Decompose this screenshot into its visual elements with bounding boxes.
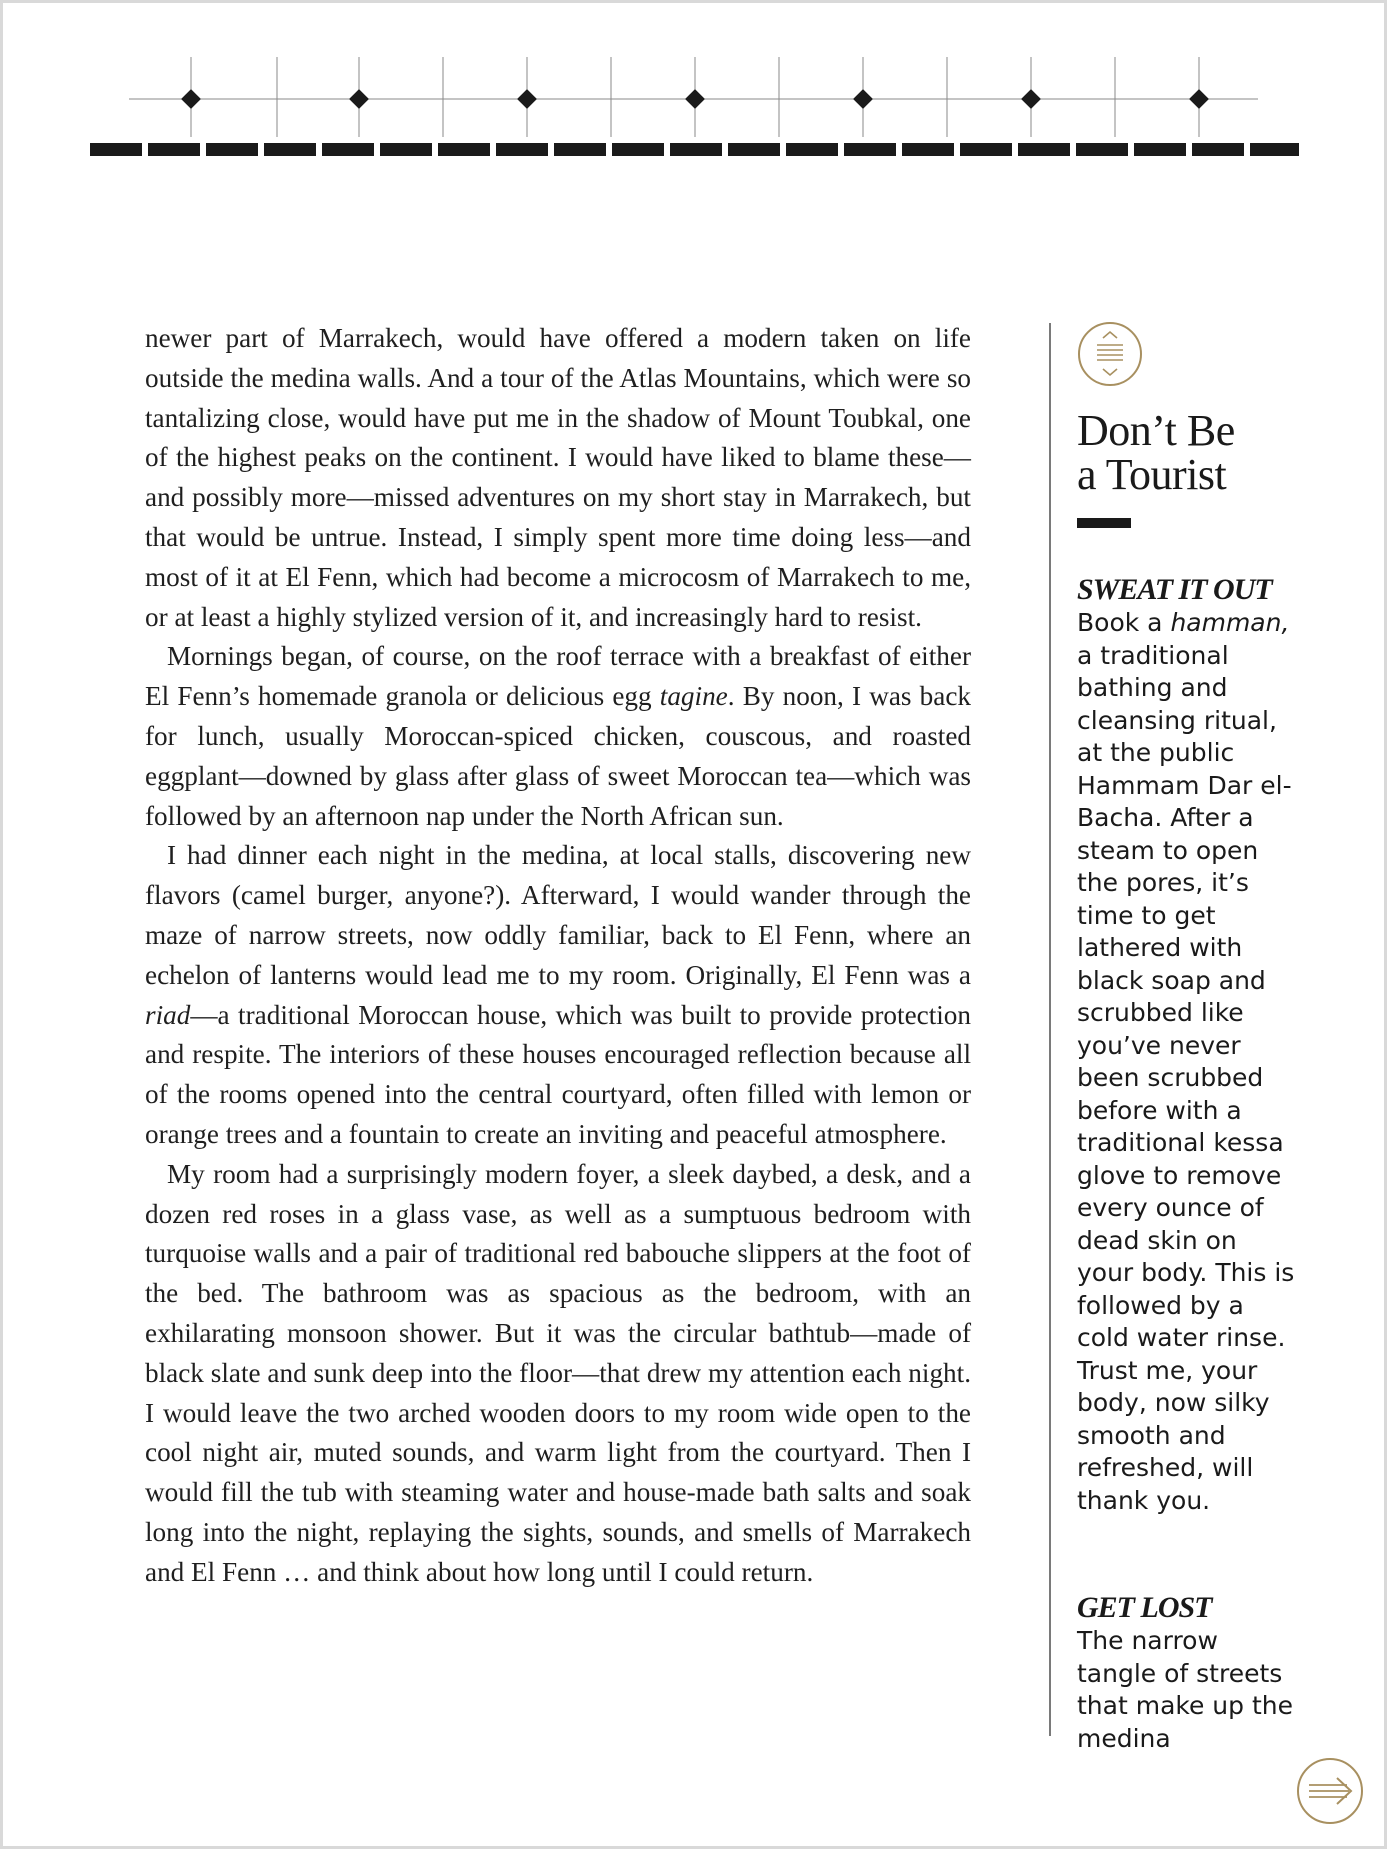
italic-term: riad xyxy=(145,999,191,1030)
italic-term: tagine xyxy=(659,681,728,712)
italic-term: hamman, xyxy=(1170,608,1290,637)
page xyxy=(3,3,1384,1846)
paragraph-text: I had dinner each night in the medina, at local stalls, discovering new flavors (camel burger, anyone?). Afterward, I would wander through the maze of narrow streets, now oddly familiar, back to El Fenn, where an echelon of lanterns would lead me to my room. Originally, El Fenn was a xyxy=(145,840,971,990)
tip-text: a traditional bathing and cleansing ritual, at the public Hammam Dar el-Bacha. After a steam to open the pores, it’s time to get lathered with black soap and scrubbed like you’ve never been scrubbed before with a traditional kessa glove to remove every ounce of dead skin on your body. This is followed by a cold water rinse. Trust me, your body, now silky smooth and refreshed, will thank you. xyxy=(1077,640,1295,1515)
sidebar-divider xyxy=(1049,323,1051,1736)
tip-heading: SWEAT IT OUT xyxy=(1077,573,1272,606)
tip-body xyxy=(1077,607,1297,1517)
tip-sweat-it-out xyxy=(1077,573,1307,1517)
tip-heading: GET LOST xyxy=(1077,1591,1212,1624)
sidebar-title-line: a Tourist xyxy=(1077,450,1227,499)
paragraph-text: Mornings began, of course, on the roof terrace with a breakfast of either El Fenn’s homemade granola or delicious egg xyxy=(145,641,971,712)
paragraph-text: —a traditional Moroccan house, which was built to provide protection and respite. The interiors of these houses encouraged reflection because all of the rooms opened into the central courtyard, often filled with lemon or orange trees and a fountain to create an inviting and peaceful atmosphere. xyxy=(145,999,971,1149)
tip-body: The narrow tangle of streets that make up the medina xyxy=(1077,1626,1293,1753)
sidebar-panel[interactable] xyxy=(1077,321,1307,1753)
arrow-right-icon xyxy=(1309,1778,1351,1804)
sidebar-title xyxy=(1077,406,1307,499)
article-paragraph: My room had a surprisingly modern foyer, a sleek daybed, a desk, and a dozen red roses in a glass vase, as well as a sumptuous bedroom with turquoise walls and a pair of traditional red babouche slippers at the foot of the bed. The bathroom was as spacious as the bedroom, with an exhilarating monsoon shower. But it was the circular bathtub—made of black slate and sunk deep into the floor—that drew my attention each night. I would leave the two arched wooden doors to my room wide open to the cool night air, muted sounds, and warm light from the courtyard. Then I would fill the tub with steaming water and house-made bath salts and soak long into the night, replaying the sights, sounds, and smells of Marrakech and El Fenn … and think about how long until I could return. xyxy=(145,1158,971,1587)
tip-get-lost xyxy=(1077,1591,1307,1755)
decorative-header-ornament xyxy=(3,3,1384,173)
sidebar-title-line: Don’t Be xyxy=(1077,406,1235,455)
article-paragraph xyxy=(145,637,971,836)
expand-collapse-icon[interactable] xyxy=(1077,321,1143,387)
tip-text: Book a xyxy=(1077,608,1171,637)
article-paragraph: newer part of Marrakech, would have offered a modern taken on life outside the medina walls. And a tour of the Atlas Mountains, which were so tantalizing close, would have put me in the shadow of Mount Toubkal, one of the highest peaks on the continent. I would have liked to blame these—and possibly more—missed adventures on my short stay in Marrakech, but that would be untrue. Instead, I simply spent more time doing less—and most of it at El Fenn, which had become a microcosm of Marrakech to me, or at least a highly stylized version of it, and increasingly hard to resist. xyxy=(145,323,971,632)
article-paragraph xyxy=(145,836,971,1154)
next-page-button[interactable] xyxy=(1295,1756,1365,1826)
paragraph-text: . By noon, I was back for lunch, usually Moroccan-spiced chicken, couscous, and roasted eggplant—downed by glass after glass of sweet Moroccan tea—which was followed by an afternoon nap under the North African sun. xyxy=(145,681,971,831)
ornament-segmented-bar xyxy=(90,143,1299,156)
sidebar-accent-bar xyxy=(1077,518,1131,528)
article-body xyxy=(145,319,971,1593)
